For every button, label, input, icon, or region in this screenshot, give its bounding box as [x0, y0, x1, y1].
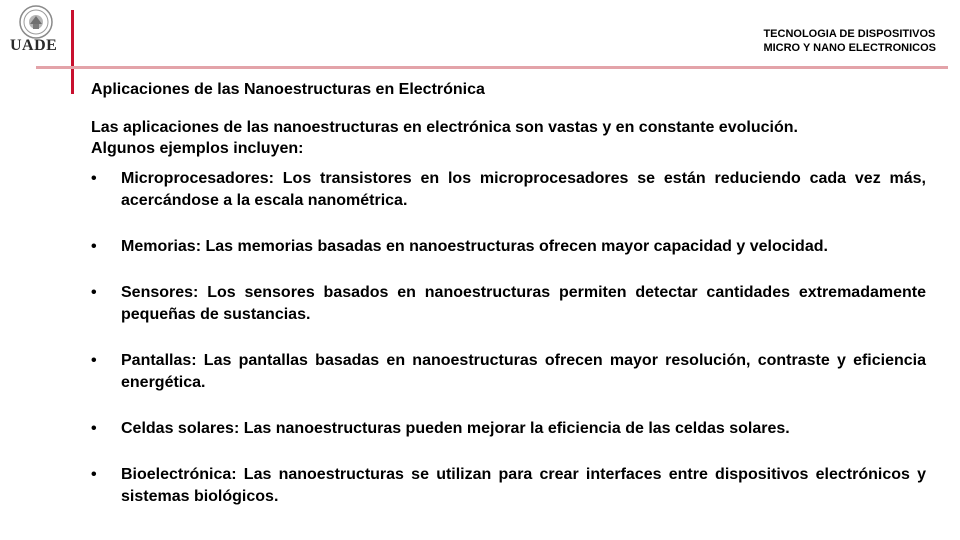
bullet-text: Memorias: Las memorias basadas en nanoestructuras ofrecen mayor capacidad y velocidad. — [121, 238, 828, 255]
logo-text: UADE — [10, 37, 58, 54]
header-accent-bar — [71, 10, 74, 94]
bullet-dot-icon: • — [91, 238, 97, 255]
bullet-item — [91, 418, 926, 440]
bullet-dot-icon: • — [91, 170, 97, 187]
intro-line-2: Algunos ejemplos incluyen: — [91, 140, 304, 157]
bullet-item — [91, 282, 926, 326]
bullet-text: Sensores: Los sensores basados en nanoestructuras permiten detectar cantidades extremadamente pequeñas de sustancias. — [121, 284, 926, 323]
bullet-text: Microprocesadores: Los transistores en los microprocesadores se están reduciendo cada vez más, acercándose a la escala nanométrica. — [121, 170, 926, 209]
bullet-list — [91, 168, 926, 532]
header-divider — [36, 66, 948, 69]
intro-paragraph — [91, 117, 931, 159]
bullet-item — [91, 350, 926, 394]
course-name — [763, 27, 936, 55]
bullet-text: Celdas solares: Las nanoestructuras pueden mejorar la eficiencia de las celdas solares. — [121, 420, 790, 437]
intro-line-1: Las aplicaciones de las nanoestructuras en electrónica son vastas y en constante evolución. — [91, 119, 798, 136]
bullet-text: Pantallas: Las pantallas basadas en nanoestructuras ofrecen mayor resolución, contraste y eficiencia energética. — [121, 352, 926, 391]
bullet-item — [91, 168, 926, 212]
bullet-text: Bioelectrónica: Las nanoestructuras se utilizan para crear interfaces entre dispositivos electrónicos y sistemas biológicos. — [121, 466, 926, 505]
slide-title: Aplicaciones de las Nanoestructuras en Electrónica — [91, 81, 485, 98]
bullet-dot-icon: • — [91, 284, 97, 301]
bullet-item — [91, 236, 926, 258]
bullet-item — [91, 464, 926, 508]
course-line-2: MICRO Y NANO ELECTRONICOS — [763, 42, 936, 54]
bullet-dot-icon: • — [91, 352, 97, 369]
course-line-1: TECNOLOGIA DE DISPOSITIVOS — [763, 28, 936, 40]
bullet-dot-icon: • — [91, 466, 97, 483]
bullet-dot-icon: • — [91, 420, 97, 437]
